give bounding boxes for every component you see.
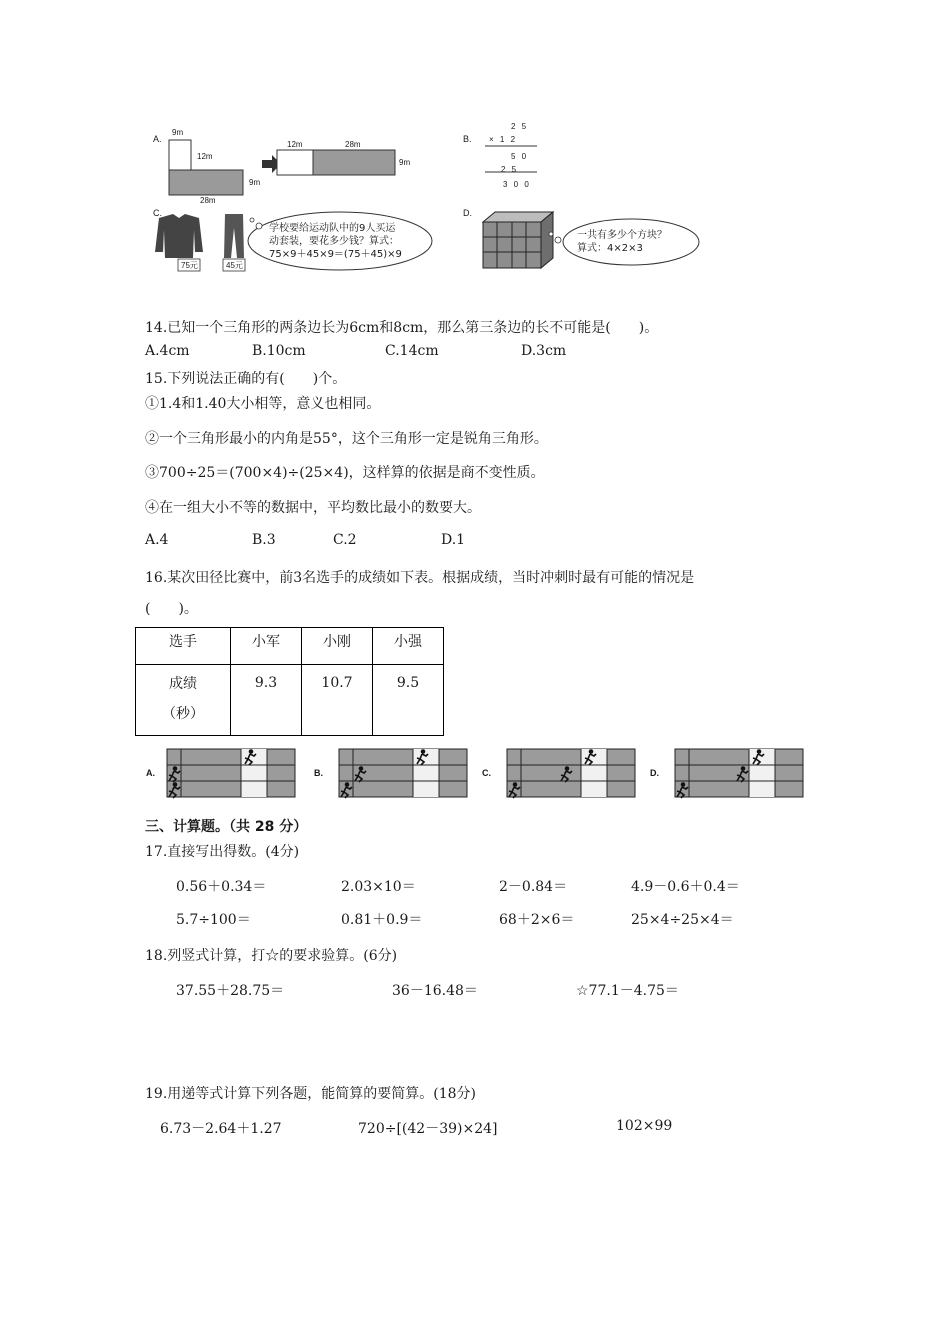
table-header-row xyxy=(136,628,444,665)
q16-score-table xyxy=(135,627,444,736)
q15-statement-4: ④在一组大小不等的数据中，平均数比最小的数要大。 xyxy=(145,500,481,516)
a-side-height: 12m xyxy=(197,152,213,161)
q15-statement-1: ①1.4和1.40大小相等，意义也相同。 xyxy=(145,396,381,412)
c-price-pants: 45元 xyxy=(226,261,243,270)
race-track-b xyxy=(339,749,467,798)
d-bubble-dot-2 xyxy=(549,232,553,236)
q19-item-3: 102×99 xyxy=(616,1118,673,1134)
c-bubble-line-3: 75×9＋45×9＝(75＋45)×9 xyxy=(269,249,402,260)
c-price-jacket: 75元 xyxy=(181,261,198,270)
q16-stem-line-1: 16.某次田径比赛中，前3名选手的成绩如下表。根据成绩，当时冲刺时最有可能的情况是 xyxy=(145,570,695,586)
q15-option-c: C.2 xyxy=(333,532,357,548)
race-option-d-label: D. xyxy=(650,768,659,778)
a-bottom-length: 28m xyxy=(200,196,216,205)
q19-item-2: 720÷[(42－39)×24] xyxy=(358,1121,498,1137)
q17-r2-c3: 68＋2×6＝ xyxy=(499,912,575,928)
q15-option-a: A.4 xyxy=(145,532,169,548)
q14-option-b: B.10cm xyxy=(252,343,306,359)
b-label: B. xyxy=(463,134,472,144)
q15-option-b: B.3 xyxy=(252,532,276,548)
q14-stem: 14.已知一个三角形的两条边长为6cm和8cm，那么第三条边的长不可能是( )。 xyxy=(145,320,659,336)
table-cell: 10.7 xyxy=(302,665,373,736)
race-option-b-label: B. xyxy=(314,768,323,778)
c-bubble-dot-2 xyxy=(250,218,254,222)
q15-stem: 15.下列说法正确的有( )个。 xyxy=(145,371,347,387)
a-bottom-rect xyxy=(169,170,243,195)
q17-r2-c4: 25×4÷25×4＝ xyxy=(631,912,734,928)
row-label-line-1: 成绩 xyxy=(169,676,197,692)
d-bubble-text xyxy=(577,229,667,255)
row-label-line-2: （秒） xyxy=(162,706,204,722)
q15-statement-3: ③700÷25＝(700×4)÷(25×4)，这样算的依据是商不变性质。 xyxy=(145,465,545,481)
b-row-1: 2 5 xyxy=(511,122,529,131)
a-label: A. xyxy=(153,134,162,144)
q17-r1-c1: 0.56＋0.34＝ xyxy=(176,879,267,895)
b-row-5: 3 0 0 xyxy=(503,180,531,189)
q14-option-a: A.4cm xyxy=(145,343,190,359)
q17-r2-c2: 0.81＋0.9＝ xyxy=(341,912,423,928)
q16-stem-line-2: ( )。 xyxy=(145,601,198,617)
jacket-icon xyxy=(155,214,203,258)
table-header-cell: 选手 xyxy=(136,628,231,665)
b-row-4: 2 5 xyxy=(501,165,519,174)
d-label: D. xyxy=(463,208,472,218)
a-top-width: 9m xyxy=(172,128,184,137)
q17-r1-c3: 2－0.84＝ xyxy=(499,879,568,895)
a-result-left xyxy=(277,150,313,175)
q19-item-1: 6.73－2.64＋1.27 xyxy=(160,1121,282,1137)
race-track-c xyxy=(507,749,635,798)
q18-stem: 18.列竖式计算，打☆的要求验算。(6分) xyxy=(145,948,398,964)
a-result-left-label: 12m xyxy=(287,140,303,149)
q15-option-d: D.1 xyxy=(441,532,466,548)
table-row xyxy=(136,665,444,736)
c-bubble-dot-1 xyxy=(256,223,262,229)
a-result-height-label: 9m xyxy=(399,158,411,167)
pants-icon xyxy=(224,214,244,258)
d-bubble-line-2: 算式：4×2×3 xyxy=(577,243,643,254)
c-bubble-line-1: 学校要给运动队中的9人买运 xyxy=(269,223,396,234)
table-cell: 9.3 xyxy=(231,665,302,736)
d-bubble-dot-1 xyxy=(555,237,561,243)
table-cell: 9.5 xyxy=(373,665,444,736)
q13-figure xyxy=(145,118,705,278)
c-label: C. xyxy=(153,208,162,218)
race-track-a xyxy=(167,749,295,798)
race-option-a-label: A. xyxy=(146,768,155,778)
d-bubble-line-1: 一共有多少个方块？ xyxy=(577,230,667,241)
race-option-c-label: C. xyxy=(482,768,491,778)
table-header-cell: 小刚 xyxy=(302,628,373,665)
section-3-title: 三、计算题。（共 28 分） xyxy=(145,819,308,835)
q17-stem: 17.直接写出得数。(4分) xyxy=(145,844,300,860)
q18-item-1: 37.55＋28.75＝ xyxy=(176,983,285,999)
a-result-right-label: 28m xyxy=(345,140,361,149)
q18-item-2: 36－16.48＝ xyxy=(392,983,478,999)
q17-r1-c2: 2.03×10＝ xyxy=(341,879,416,895)
q14-option-d: D.3cm xyxy=(521,343,567,359)
table-row-label xyxy=(136,665,231,736)
a-bottom-height: 9m xyxy=(249,178,261,187)
cube-stack-icon xyxy=(483,212,553,268)
q18-item-3: ☆77.1－4.75＝ xyxy=(576,983,679,999)
c-bubble-text xyxy=(269,222,402,261)
q17-r1-c4: 4.9－0.6＋0.4＝ xyxy=(631,879,740,895)
q19-stem: 19.用递等式计算下列各题，能简算的要简算。(18分) xyxy=(145,1086,477,1102)
c-bubble-line-2: 动套装，要花多少钱？算式： xyxy=(269,236,399,247)
a-result-right xyxy=(313,150,395,175)
race-track-d xyxy=(675,749,803,798)
b-row-3: 5 0 xyxy=(511,152,529,161)
q17-r2-c1: 5.7÷100＝ xyxy=(176,912,251,928)
table-header-cell: 小强 xyxy=(373,628,444,665)
table-header-cell: 小军 xyxy=(231,628,302,665)
q14-option-c: C.14cm xyxy=(385,343,439,359)
a-top-square xyxy=(169,140,191,170)
q15-statement-2: ②一个三角形最小的内角是55°，这个三角形一定是锐角三角形。 xyxy=(145,431,548,447)
race-figures xyxy=(165,746,825,802)
b-row-2: × 1 2 xyxy=(489,135,518,144)
